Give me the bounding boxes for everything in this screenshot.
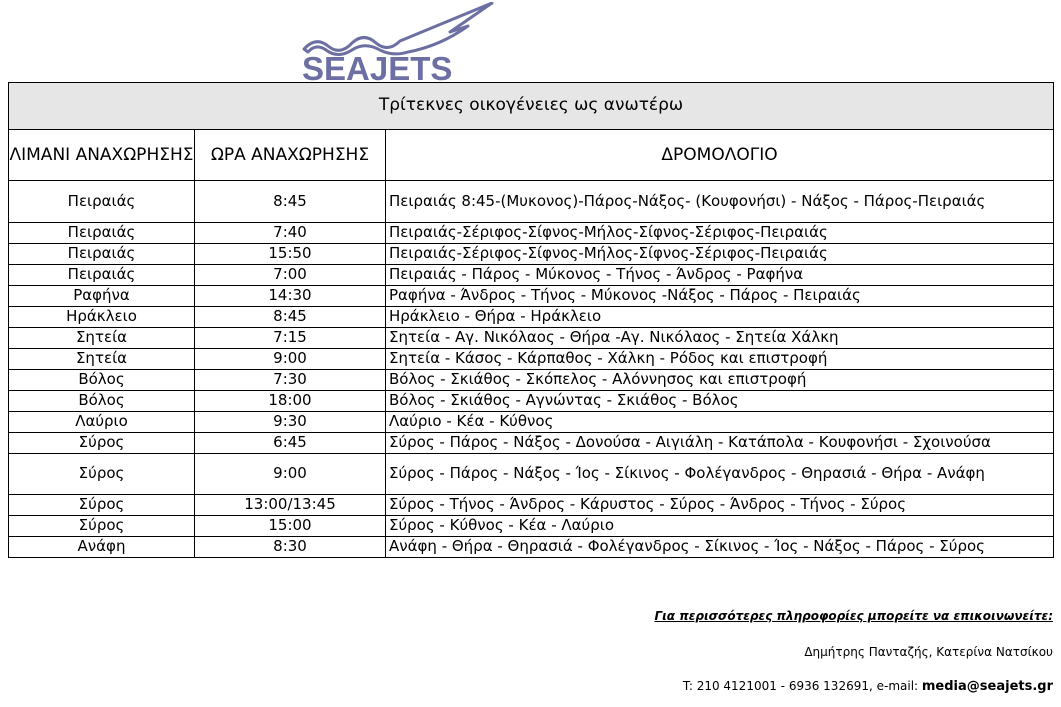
port-cell: Σητεία <box>9 328 195 349</box>
time-cell: 8:45 <box>195 181 386 223</box>
time-cell: 9:30 <box>195 412 386 433</box>
contact-heading: Για περισσότερες πληροφορίες μπορείτε να επικοινωνείτε: <box>654 609 1053 623</box>
port-cell: Πειραιάς <box>9 181 195 223</box>
port-cell: Σύρος <box>9 454 195 495</box>
port-cell: Βόλος <box>9 391 195 412</box>
route-cell: Πειραιάς - Πάρος - Μύκονος - Τήνος - Άνδρος - Ραφήνα <box>386 265 1054 286</box>
header-port: ΛΙΜΑΝΙ ΑΝΑΧΩΡΗΣΗΣ <box>9 130 195 181</box>
route-cell: Σητεία - Αγ. Νικόλαος - Θήρα -Αγ. Νικόλαος - Σητεία Χάλκη <box>386 328 1054 349</box>
route-cell: Πειραιάς 8:45-(Μυκονος)-Πάρος-Νάξος- (Κουφονήσι) - Νάξος - Πάρος-Πειραιάς <box>386 181 1054 223</box>
time-cell: 14:30 <box>195 286 386 307</box>
route-cell: Ηράκλειο - Θήρα - Ηράκλειο <box>386 307 1054 328</box>
time-cell: 15:50 <box>195 244 386 265</box>
table-row <box>9 349 1054 370</box>
table-row <box>9 433 1054 454</box>
contact-names: Δημήτρης Πανταζής, Κατερίνα Νατσίκου <box>804 645 1053 659</box>
seajets-logo <box>300 2 500 82</box>
port-cell: Σύρος <box>9 516 195 537</box>
table-row <box>9 265 1054 286</box>
port-cell: Πειραιάς <box>9 223 195 244</box>
route-cell: Λαύριο - Κέα - Κύθνος <box>386 412 1054 433</box>
time-cell: 6:45 <box>195 433 386 454</box>
time-cell: 9:00 <box>195 454 386 495</box>
time-cell: 8:30 <box>195 537 386 558</box>
route-cell: Βόλος - Σκιάθος - Σκόπελος - Αλόννησος και επιστροφή <box>386 370 1054 391</box>
time-cell: 7:15 <box>195 328 386 349</box>
table-row <box>9 495 1054 516</box>
route-cell: Βόλος - Σκιάθος - Αγνώντας - Σκιάθος - Βόλος <box>386 391 1054 412</box>
table-row <box>9 412 1054 433</box>
route-cell: Σητεία - Κάσος - Κάρπαθος - Χάλκη - Ρόδος και επιστροφή <box>386 349 1054 370</box>
route-cell: Σύρος - Κύθνος - Κέα - Λαύριο <box>386 516 1054 537</box>
port-cell: Ραφήνα <box>9 286 195 307</box>
table-row <box>9 181 1054 223</box>
port-cell: Βόλος <box>9 370 195 391</box>
port-cell: Σύρος <box>9 495 195 516</box>
time-cell: 18:00 <box>195 391 386 412</box>
route-cell: Πειραιάς-Σέριφος-Σίφνος-Μήλος-Σίφνος-Σέριφος-Πειραιάς <box>386 244 1054 265</box>
schedule-table <box>8 82 1054 558</box>
port-cell: Σητεία <box>9 349 195 370</box>
table-title: Τρίτεκνες οικογένειες ως ανωτέρω <box>9 83 1054 130</box>
time-cell: 8:45 <box>195 307 386 328</box>
table-row <box>9 370 1054 391</box>
logo-text: SEAJETS <box>302 50 453 82</box>
contact-line <box>683 679 1053 694</box>
time-cell: 9:00 <box>195 349 386 370</box>
table-row <box>9 454 1054 495</box>
port-cell: Σύρος <box>9 433 195 454</box>
header-route: ΔΡΟΜΟΛΟΓΙΟ <box>386 130 1054 181</box>
port-cell: Λαύριο <box>9 412 195 433</box>
header-time: ΩΡΑ ΑΝΑΧΩΡΗΣΗΣ <box>195 130 386 181</box>
table-row <box>9 286 1054 307</box>
table-row <box>9 516 1054 537</box>
port-cell: Ανάφη <box>9 537 195 558</box>
time-cell: 7:30 <box>195 370 386 391</box>
wave-plane-icon <box>304 3 492 55</box>
route-cell: Σύρος - Πάρος - Νάξος - Δονούσα - Αιγιάλη - Κατάπολα - Κουφονήσι - Σχοινούσα <box>386 433 1054 454</box>
route-cell: Σύρος - Τήνος - Άνδρος - Κάρυστος - Σύρος - Άνδρος - Τήνος - Σύρος <box>386 495 1054 516</box>
time-cell: 13:00/13:45 <box>195 495 386 516</box>
time-cell: 7:00 <box>195 265 386 286</box>
table-row <box>9 328 1054 349</box>
table-row <box>9 244 1054 265</box>
time-cell: 15:00 <box>195 516 386 537</box>
time-cell: 7:40 <box>195 223 386 244</box>
contact-email[interactable]: media@seajets.gr <box>921 679 1053 694</box>
contact-phone: T: 210 4121001 - 6936 132691, e-mail: <box>682 679 922 693</box>
table-row <box>9 223 1054 244</box>
route-cell: Σύρος - Πάρος - Νάξος - Ίος - Σίκινος - Φολέγανδρος - Θηρασιά - Θήρα - Ανάφη <box>386 454 1054 495</box>
route-cell: Ανάφη - Θήρα - Θηρασιά - Φολέγανδρος - Σίκινος - Ίος - Νάξος - Πάρος - Σύρος <box>386 537 1054 558</box>
port-cell: Ηράκλειο <box>9 307 195 328</box>
table-row <box>9 537 1054 558</box>
table-row <box>9 391 1054 412</box>
route-cell: Ραφήνα - Άνδρος - Τήνος - Μύκονος -Νάξος - Πάρος - Πειραιάς <box>386 286 1054 307</box>
port-cell: Πειραιάς <box>9 265 195 286</box>
port-cell: Πειραιάς <box>9 244 195 265</box>
route-cell: Πειραιάς-Σέριφος-Σίφνος-Μήλος-Σίφνος-Σέριφος-Πειραιάς <box>386 223 1054 244</box>
table-row <box>9 307 1054 328</box>
